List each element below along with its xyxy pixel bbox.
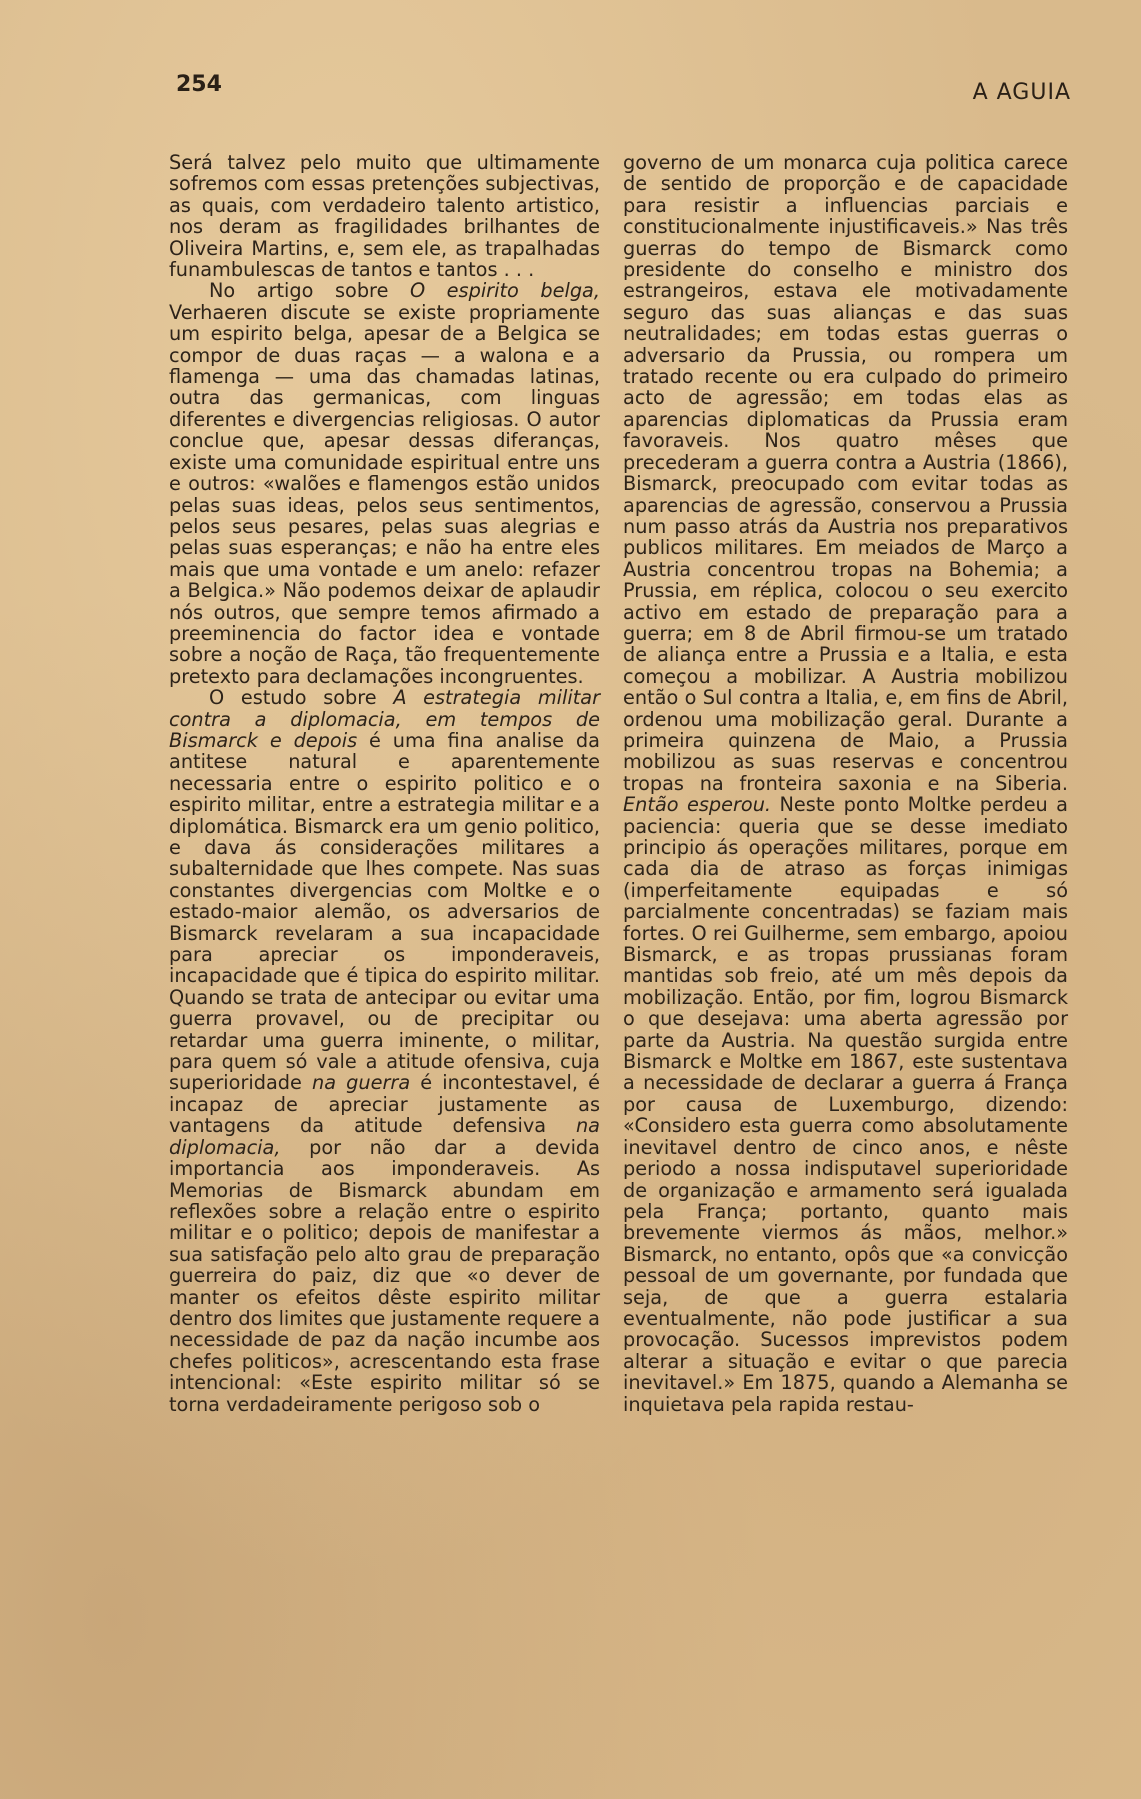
paragraph-3-body-a: é uma fina analise da antitese natural e aparentemente necessaria entre o espirito politico e o espirito militar, entre a estrategia militar e a diplomática. Bismarck era um genio politico, e dava ás considerações militares a subalternidade que lhes compete. Nas suas constantes divergencias com Moltke e o estado-maior alemão, os adversarios de Bismarck revelaram a sua incapacidade para apreciar os imponderaveis, incapacidade que é tipica do espirito militar. Quando se trata de antecipar ou evitar uma guerra provavel, ou de precipitar ou retardar uma guerra iminente, o militar, para quem só vale a atitude ofensiva, cuja superioridade <box>169 728 600 1095</box>
running-head: A AGUIA <box>972 80 1071 105</box>
emphasis-entao-esperou: Então esperou. <box>623 793 772 817</box>
paragraph-3-body-c: por não dar a devida importancia aos imponderaveis. As Memorias de Bismarck abundam em reflexões sobre a relação entre o espirito militar e o politico; depois de manifestar a sua satisfação pelo alto grau de preparação guerreira do paiz, diz que «o dever de manter os efeitos dêste espirito militar dentro dos limites que justamente requere a necessidade de paz da nação incumbe aos chefes politicos», acrescentando esta frase intencional: «Este espirito militar só se torna verdadeiramente perigoso sob o <box>169 1135 600 1416</box>
emphasis-na-guerra: na guerra <box>312 1071 411 1095</box>
paragraph-2 <box>169 280 600 687</box>
emphasis-na-diplomacia: na diplomacia, <box>169 1114 600 1159</box>
paragraph-2-body: Verhaeren discute se existe propriamente um espirito belga, apesar de a Belgica se compor de duas raças — a walona e a flamenga — uma das chamadas latinas, outra das germanicas, com linguas diferentes e divergencias religiosas. O autor conclue que, apesar dessas diferanças, existe uma comunidade espiritual entre uns e outros: «walões e flamengos estão unidos pelas suas ideas, pelos seus sentimentos, pelos seus pesares, pelas suas alegrias e pelas suas esperanças; e não ha entre eles mais que uma vontade e um anelo: refazer a Belgica.» Não podemos deixar de aplaudir nós outros, que sempre temos afirmado a preeminencia do factor idea e vontade sobre a noção de Raça, tão frequentemente pretexto para declamações incongruentes. <box>169 300 600 688</box>
page-header <box>176 72 1071 108</box>
page-number: 254 <box>176 72 222 97</box>
paragraph-4 <box>623 152 1068 1415</box>
paragraph-3 <box>169 687 600 1415</box>
paragraph-1: Será talvez pelo muito que ultimamente sofremos com essas pretenções subjectivas, as quais, com verdadeiro talento artistico, nos deram as fragilidades brilhantes de Oliveira Martins, e, sem ele, as trapalhadas funambulescas de tantos e tantos . . . <box>169 151 600 282</box>
article-title-espirito-belga: O espirito belga, <box>409 279 600 303</box>
paragraph-3-body-b: é incontestavel, é incapaz de apreciar justamente as vantagens da atitude defensiva <box>169 1071 600 1138</box>
article-title-estrategia: A estrategia militar contra a diplomacia, em tempos de Bismarck e depois <box>169 686 601 752</box>
left-column <box>169 152 600 1415</box>
paragraph-4-body-b: Neste ponto Moltke perdeu a paciencia: queria que se desse imediato principio ás operações militares, porque em cada dia de atraso as forças inimigas (imperfeitamente equipadas e só parcialmente concentradas) se faziam mais fortes. O rei Guilherme, sem embargo, apoiou Bismarck, e as tropas prussianas foram mantidas sob freio, até um mês depois da mobilização. Então, por fim, logrou Bismarck o que desejava: uma aberta agressão por parte da Austria. Na questão surgida entre Bismarck e Moltke em 1867, este sustentava a necessidade de declarar a guerra á França por causa de Luxemburgo, dizendo: «Considero esta guerra como absolutamente inevitavel dentro de cinco anos, e nêste periodo a nossa indisputavel superioridade de organização e armamento será igualada pela França; portanto, quanto mais brevemente viermos ás mãos, melhor.» Bismarck, no entanto, opôs que «a convicção pessoal de um governante, por fundada que seja, de que a guerra estalaria eventualmente, não pode justificar a sua provocação. Sucessos imprevistos podem alterar a situação e evitar o que parecia inevitavel.» Em 1875, quando a Alemanha se inquietava pela rapida restau- <box>623 793 1068 1416</box>
paragraph-3-lead: O estudo sobre <box>209 686 394 710</box>
paragraph-4-body-a: governo de um monarca cuja politica carece de sentido de proporção e de capacidade para resistir a influencias parciais e constitucionalmente injustificaveis.» Nas três guerras do tempo de Bismarck como presidente do conselho e ministro dos estrangeiros, estava ele motivadamente seguro das suas alianças e das suas neutralidades; em todas estas guerras o adversario da Prussia, ou rompera um tratado recente ou era culpado do primeiro acto de agressão; em todas elas as aparencias diplomaticas da Prussia eram favoraveis. Nos quatro mêses que precederam a guerra contra a Austria (1866), Bismarck, preocupado com evitar todas as aparencias de agressão, conservou a Prussia num passo atrás da Austria nos preparativos publicos militares. Em meiados de Março a Austria concentrou tropas na Bohemia; a Prussia, em réplica, colocou o seu exercito activo em estado de preparação para a guerra; em 8 de Abril firmou-se um tratado de aliança entre a Prussia e a Italia, e esta começou a mobilizar. A Austria mobilizou então o Sul contra a Italia, e, em fins de Abril, ordenou uma mobilização geral. Durante a primeira quinzena de Maio, a Prussia mobilizou as suas reservas e concentrou tropas na fronteira saxonia e na Siberia. <box>623 151 1068 795</box>
right-column <box>623 152 1068 1415</box>
paragraph-2-lead: No artigo sobre <box>209 279 410 303</box>
